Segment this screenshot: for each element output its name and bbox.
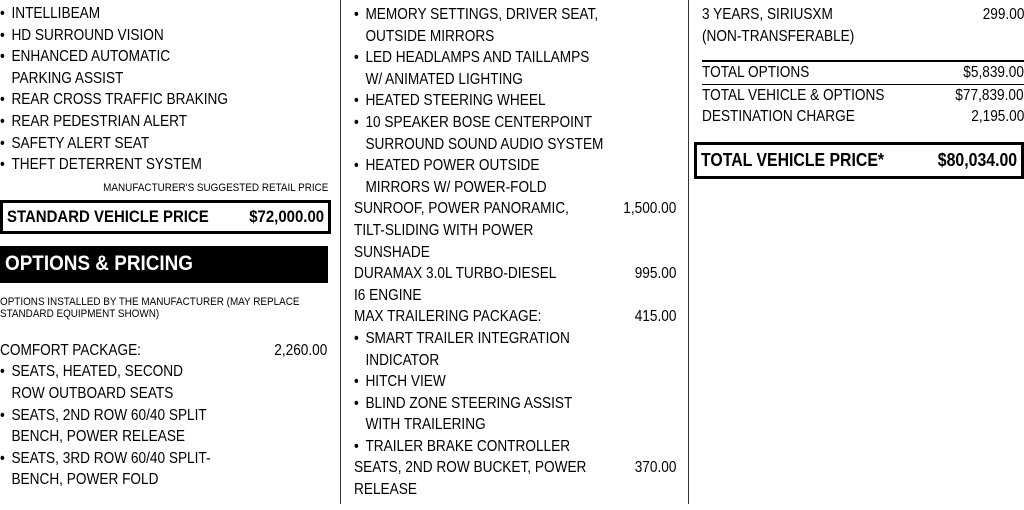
list-item: INDICATOR — [365, 351, 440, 369]
list-item: • ENHANCED AUTOMATIC — [0, 46, 292, 68]
right-column — [692, 0, 1024, 510]
destination-charge-row: DESTINATION CHARGE 2,195.00 — [702, 106, 1024, 128]
standard-price-label: STANDARD VEHICLE PRICE — [7, 206, 209, 226]
list-item: • BLIND ZONE STEERING ASSIST — [354, 393, 637, 415]
list-item: • INTELLIBEAM — [0, 3, 292, 25]
list-item: MIRRORS W/ POWER-FOLD — [365, 178, 547, 196]
options-heading: OPTIONS & PRICING — [0, 246, 328, 283]
list-item: • MEMORY SETTINGS, DRIVER SEAT, — [354, 4, 643, 26]
list-item: • SMART TRAILER INTEGRATION — [354, 328, 637, 350]
list-item: BENCH, POWER FOLD — [11, 471, 159, 489]
standard-price-box — [0, 200, 331, 234]
list-item: • SEATS, 2ND ROW 60/40 SPLIT — [0, 405, 288, 427]
list-item: • REAR PEDESTRIAN ALERT — [0, 111, 292, 133]
bucket-seats-price: 370.00 — [634, 459, 676, 477]
list-item: • LED HEADLAMPS AND TAILLAMPS — [354, 47, 643, 69]
comfort-package-price: 2,260.00 — [273, 341, 327, 359]
list-item: ROW OUTBOARD SEATS — [11, 384, 174, 402]
list-item: • HEATED STEERING WHEEL — [354, 90, 643, 112]
total-vehicle-price-value: $80,034.00 — [937, 149, 1017, 170]
total-vehicle-options-row: TOTAL VEHICLE & OPTIONS $77,839.00 — [702, 85, 1024, 107]
list-item: • SAFETY ALERT SEAT — [0, 133, 292, 155]
list-item: W/ ANIMATED LIGHTING — [365, 70, 523, 88]
sunroof-price: 1,500.00 — [622, 200, 676, 218]
list-item: • HITCH VIEW — [354, 371, 637, 393]
standard-price-value: $72,000.00 — [249, 206, 324, 226]
total-options-row: TOTAL OPTIONS $5,839.00 — [702, 62, 1024, 84]
list-item: WITH TRAILERING — [365, 416, 486, 434]
list-item: BENCH, POWER RELEASE — [11, 428, 186, 446]
column-divider — [340, 0, 341, 504]
trailering-price: 415.00 — [634, 308, 676, 326]
siriusxm-option: 3 YEARS, SIRIUSXM (NON-TRANSFERABLE) 299.00 — [702, 6, 1024, 45]
bucket-seats-option: SEATS, 2ND ROW BUCKET, POWER RELEASE 370.00 — [354, 459, 676, 499]
trailering-package: MAX TRAILERING PACKAGE: 415.00 • SMART TRAILER INTEGRATION INDICATOR • HITCH VIEW • BLIND ZONE STEERING ASSIST WITH TRAILERING • TRAILER BRAKE CONTROLLER — [354, 306, 676, 457]
list-item: • SEATS, 3RD ROW 60/40 SPLIT- — [0, 448, 288, 470]
column-divider — [688, 0, 689, 504]
list-item: • TRAILER BRAKE CONTROLLER — [354, 436, 637, 458]
standard-features-list — [0, 3, 332, 176]
siriusxm-price: 299.00 — [982, 6, 1024, 23]
list-item: • HD SURROUND VISION — [0, 25, 292, 47]
comfort-package — [0, 340, 327, 491]
features-list — [342, 4, 682, 198]
list-item: • REAR CROSS TRAFFIC BRAKING — [0, 89, 292, 111]
total-vehicle-price-box — [694, 142, 1024, 179]
total-options-value: $5,839.00 — [963, 64, 1024, 82]
msrp-note: MANUFACTURER'S SUGGESTED RETAIL PRICE — [103, 181, 329, 194]
engine-option: DURAMAX 3.0L TURBO-DIESEL I6 ENGINE 995.00 — [354, 265, 676, 304]
totals-section — [702, 60, 1024, 128]
left-column — [0, 0, 332, 510]
list-item: • 10 SPEAKER BOSE CENTERPOINT — [354, 112, 643, 134]
total-vehicle-price-label: TOTAL VEHICLE PRICE* — [701, 149, 885, 170]
list-item: PARKING ASSIST — [11, 69, 124, 87]
list-item: SURROUND SOUND AUDIO SYSTEM — [365, 135, 604, 153]
middle-column — [342, 0, 682, 510]
list-item: • HEATED POWER OUTSIDE — [354, 155, 643, 177]
destination-charge-value: 2,195.00 — [970, 108, 1024, 126]
engine-price: 995.00 — [634, 265, 676, 283]
list-item: • THEFT DETERRENT SYSTEM — [0, 154, 292, 176]
comfort-package-label: COMFORT PACKAGE: — [0, 341, 141, 359]
sunroof-option: SUNROOF, POWER PANORAMIC, TILT-SLIDING WITH POWER SUNSHADE 1,500.00 — [354, 200, 676, 261]
options-note: OPTIONS INSTALLED BY THE MANUFACTURER (MAY REPLACE STANDARD EQUIPMENT SHOWN) — [0, 295, 300, 321]
total-vehicle-options-value: $77,839.00 — [955, 86, 1024, 104]
list-item: OUTSIDE MIRRORS — [365, 27, 495, 45]
list-item: • SEATS, HEATED, SECOND — [0, 361, 288, 383]
